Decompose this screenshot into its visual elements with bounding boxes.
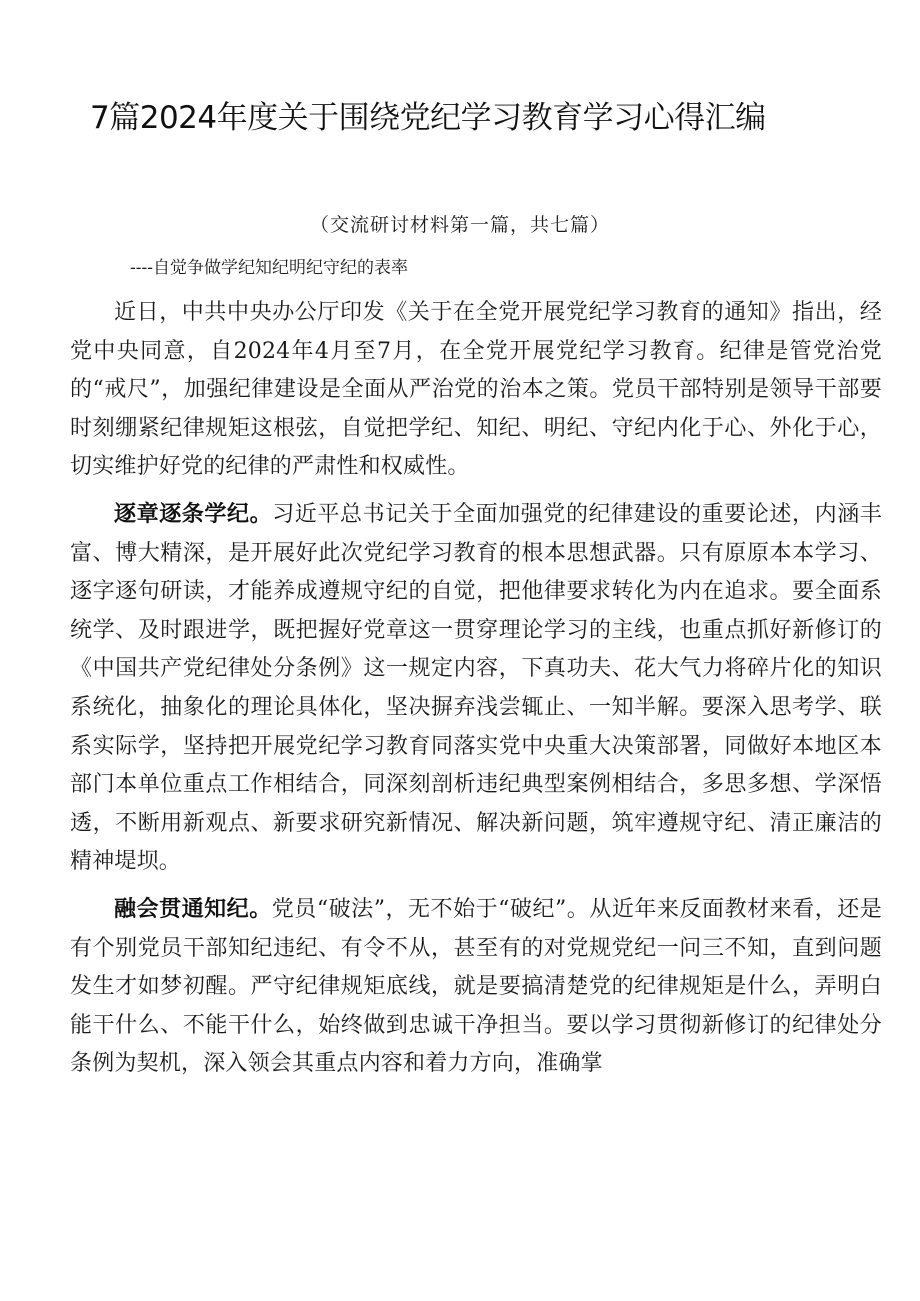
paragraph-know-discipline — [70, 891, 882, 1084]
paragraph-text: 党员“破法”，无不始于“破纪”。从近年来反面教材来看，还是有个别党员干部知纪违纪、有令不从，甚至有的对党规党纪一问三不知，直到问题发生才如梦初醒。严守纪律规矩底线，就是要搞清楚党的纪律规矩是什么，弄明白能干什么、不能干什么，始终做到忠诚干净担当。要以学习贯彻新修订的纪律处分条例为契机，深入领会其重点内容和着力方向，准确掌 — [70, 896, 882, 1077]
document-title: 7篇2024年度关于围绕党纪学习教育学习心得汇编 — [90, 100, 766, 136]
paragraph-lead: 逐章逐条学纪。 — [114, 501, 273, 527]
paragraph-text: 习近平总书记关于全面加强党的纪律建设的重要论述，内涵丰富、博大精深，是开展好此次党纪学习教育的根本思想武器。只有原原本本学习、逐字逐句研读，才能养成遵规守纪的自觉，把他律要求转化为内在追求。要全面系统学、及时跟进学，既把握好党章这一贯穿理论学习的主线，也重点抓好新修订的《中国共产党纪律处分条例》这一规定内容，下真功夫、花大气力将碎片化的知识系统化，抽象化的理论具体化，坚决摒弃浅尝辄止、一知半解。要深入思考学、联系实际学，坚持把开展党纪学习教育同落实党中央重大决策部署，同做好本地区本部门本单位重点工作相结合，同深刻剖析违纪典型案例相结合，多思多想、学深悟透，不断用新观点、新要求研究新情况、解决新问题，筑牢遵规守纪、清正廉洁的精神堤坝。 — [70, 501, 882, 875]
document-subtitle: ----自觉争做学纪知纪明纪守纪的表率 — [130, 258, 408, 278]
paragraph-text: 近日，中共中央办公厅印发《关于在全党开展党纪学习教育的通知》指出，经党中央同意，自2024年4月至7月，在全党开展党纪学习教育。纪律是管党治党的“戒尺”，加强纪律建设是全面从严治党的治本之策。党员干部特别是领导干部要时刻绷紧纪律规矩这根弦，自觉把学纪、知纪、明纪、守纪内化于心、外化于心，切实维护好党的纪律的严肃性和权威性。 — [70, 300, 882, 480]
document-body — [70, 294, 882, 1093]
paragraph-study-discipline — [70, 496, 882, 882]
series-note: （交流研讨材料第一篇，共七篇） — [309, 214, 610, 236]
paragraph-lead: 融会贯通知纪。 — [114, 896, 272, 922]
paragraph-intro — [70, 294, 882, 487]
